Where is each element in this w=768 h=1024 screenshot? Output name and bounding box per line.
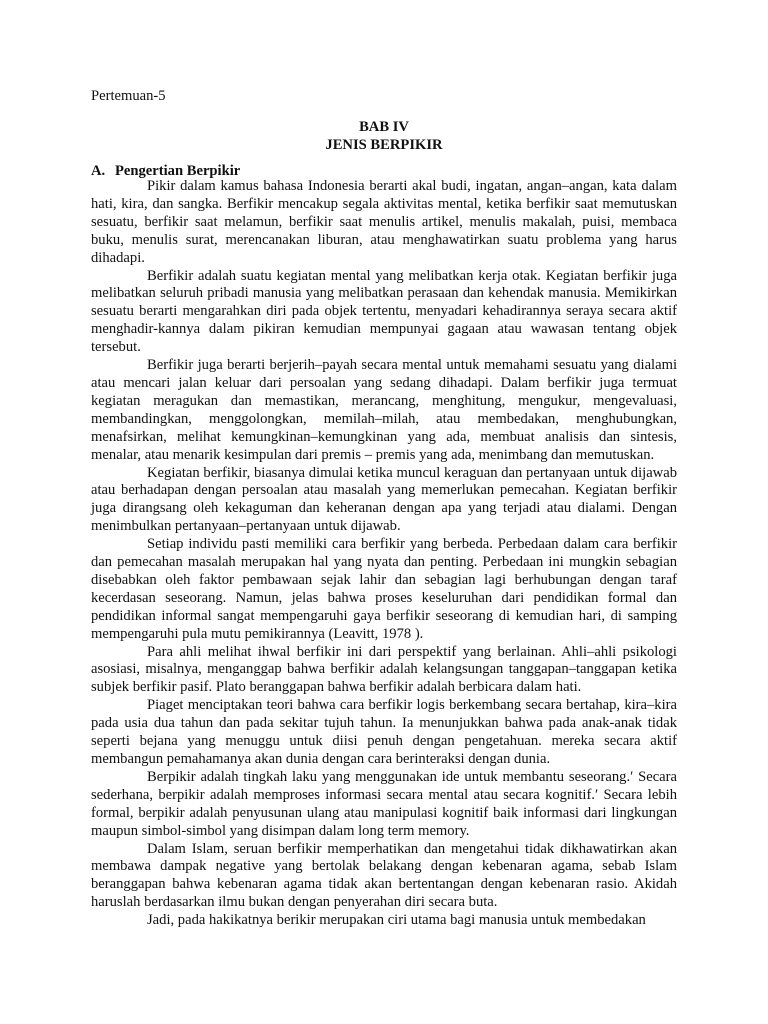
paragraph: Dalam Islam, seruan berfikir memperhatikan dan mengetahui tidak dikhawatirkan akan membawa dampak negative yang bertolak belakang dengan kebenaran agama, sebab Islam beranggapan bahwa kebenaran agama tidak akan bertentangan dengan kebenaran rasio. Akidah haruslah berdasarkan ilmu bukan dengan penyerahan diri secara buta.: [91, 840, 677, 911]
paragraph: Jadi, pada hakikatnya berikir merupakan ciri utama bagi manusia untuk membedakan: [147, 912, 646, 929]
paragraph: Pikir dalam kamus bahasa Indonesia berarti akal budi, ingatan, angan–angan, kata dalam hati, kira, dan sangka. Berfikir mencakup segala aktivitas mental, ketika berfikir saat memutuskan sesuatu, berfikir saat melamun, berfikir saat menulis artikel, menulis makalah, puisi, membaca buku, menulis surat, merencanakan liburan, atau menghawatirkan suatu problema yang harus dihadapi.: [91, 178, 677, 266]
chapter-heading: [91, 118, 677, 154]
body-text: [91, 178, 677, 930]
paragraph: Para ahli melihat ihwal berfikir ini dari perspektif yang berlainan. Ahli–ahli psikologi asosiasi, misalnya, menganggap bahwa berfikir adalah kelangsungan tanggapan–tanggapan ketika subjek berfikir pasif. Plato beranggapan bahwa berfikir adalah berbicara dalam hati.: [91, 643, 677, 696]
chapter-number: BAB IV: [359, 119, 409, 135]
section-title: Pengertian Berpikir: [115, 163, 241, 179]
paragraph: Berfikir adalah suatu kegiatan mental yang melibatkan kerja otak. Kegiatan berfikir juga melibatkan seluruh pribadi manusia yang melibatkan perasaan dan kehendak manusia. Memikirkan sesuatu berarti mengarahkan diri pada objek tertentu, menyadari kehadirannya seraya secara aktif menghadir-kannya dalam pikiran kemudian mempunyai gagaan atau wawasan tentang objek tersebut.: [91, 267, 677, 356]
paragraph: Berfikir juga berarti berjerih–payah secara mental untuk memahami sesuatu yang dialami atau mencari jalan keluar dari persoalan yang sedang dihadapi. Dalam berfikir juga termuat kegiatan meragukan dan memastikan, merancang, menghitung, mengukur, mengevaluasi, membandingkan, menggolongkan, memilah–milah, atau membedakan, menghubungkan, menafsirkan, melihat kemungkinan–kemungkinan yang ada, membuat analisis dan sintesis, menalar, atau menarik kesimpulan dari premis – premis yang ada, menimbang dan memutuskan.: [91, 357, 677, 463]
paragraph: Kegiatan berfikir, biasanya dimulai ketika muncul keraguan dan pertanyaan untuk dijawab atau berhadapan dengan persoalan atau masalah yang memerlukan pemecahan. Kegiatan berfikir juga dirangsang oleh kekaguman dan keheranan dengan apa yang terjadi atau dialami. Dengan menimbulkan pertanyaan–pertanyaan untuk dijawab.: [91, 464, 677, 535]
meeting-label: Pertemuan-5: [91, 88, 166, 104]
paragraph: Berpikir adalah tingkah laku yang menggunakan ide untuk membantu seseorang.′ Secara sederhana, berpikir adalah memproses informasi secara mental atau secara kognitif.′ Secara lebih formal, berpikir adalah penyusunan ulang atau manipulasi kognitif baik informasi dari lingkungan maupun simbol-simbol yang disimpan dalam long term memory.: [91, 768, 677, 839]
chapter-title: JENIS BERPIKIR: [325, 137, 443, 153]
paragraph: Setiap individu pasti memiliki cara berfikir yang berbeda. Perbedaan dalam cara berfikir dan pemecahan masalah merupakan hal yang nyata dan penting. Perbedaan ini mungkin sebagian disebabkan oleh faktor pembawaan sejak lahir dan sebagian lagi berhubungan dengan taraf kecerdasan seseorang. Namun, jelas bahwa proses keseluruhan dari pendidikan formal dan pendidikan informal sangat mempengaruhi gaya berfikir seseorang di kemudian hari, di samping mempengaruhi pula mutu pemikirannya (Leavitt, 1978 ).: [91, 536, 677, 642]
section-letter: A.: [91, 163, 106, 179]
paragraph: Piaget menciptakan teori bahwa cara berfikir logis berkembang secara bertahap, kira–kira pada usia dua tahun dan pada sekitar tujuh tahun. Ia menunjukkan bahwa pada anak-anak tidak seperti bejana yang menuggu untuk diisi penuh dengan pengetahuan. mereka secara aktif membangun pemahamanya akan dunia dengan cara berinteraksi dengan dunia.: [91, 697, 677, 767]
